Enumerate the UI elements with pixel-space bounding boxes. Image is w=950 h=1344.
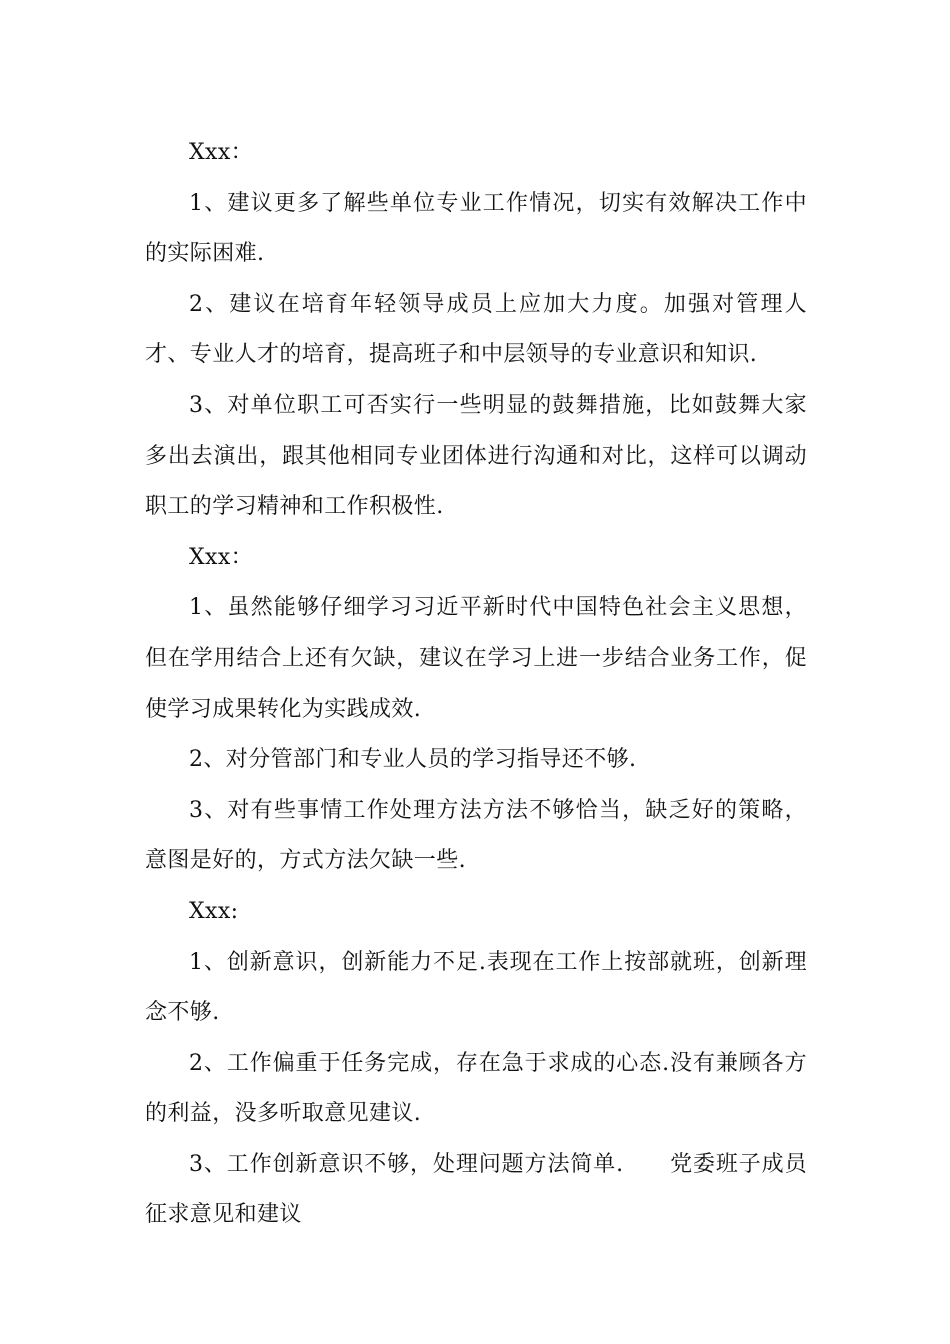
suggestion-item: 1、虽然能够仔细学习习近平新时代中国特色社会主义思想，但在学用结合上还有欠缺，建议在学习上进一步结合业务工作，促使学习成果转化为实践成效. [145,595,807,722]
suggestion-item: 2、工作偏重于任务完成，存在急于求成的心态.没有兼顾各方的利益，没多听取意见建议. [145,1050,807,1127]
suggestion-item: 3、对单位职工可否实行一些明显的鼓舞措施，比如鼓舞大家多出去演出，跟其他相同专业团体进行沟通和对比，这样可以调动职工的学习精神和工作积极性. [145,392,807,520]
final-paragraph [145,1140,807,1241]
suggestion-item: 1、创新意识，创新能力不足.表现在工作上按部就班，创新理念不够. [145,949,807,1026]
suggestion-item: 2、对分管部门和专业人员的学习指导还不够. [189,747,637,773]
person-name-heading: Xxx: [189,898,239,924]
suggestion-item: 1、建议更多了解些单位专业工作情况，切实有效解决工作中的实际困难. [145,190,807,267]
document-title: 党委班子成员征求意见和建议 [145,1151,807,1228]
person-name-heading: Xxx： [189,140,254,165]
suggestion-item: 3、工作创新意识不够，处理问题方法简单. [189,1151,624,1177]
document-body [145,128,807,1241]
person-name-heading: Xxx： [189,544,254,570]
suggestion-item: 3、对有些事情工作处理方法方法不够恰当，缺乏好的策略，意图是好的，方式方法欠缺一些. [145,797,807,874]
suggestion-item: 2、建议在培育年轻领导成员上应加大力度。加强对管理人才、专业人才的培育，提高班子和中层领导的专业意识和知识. [145,291,807,368]
